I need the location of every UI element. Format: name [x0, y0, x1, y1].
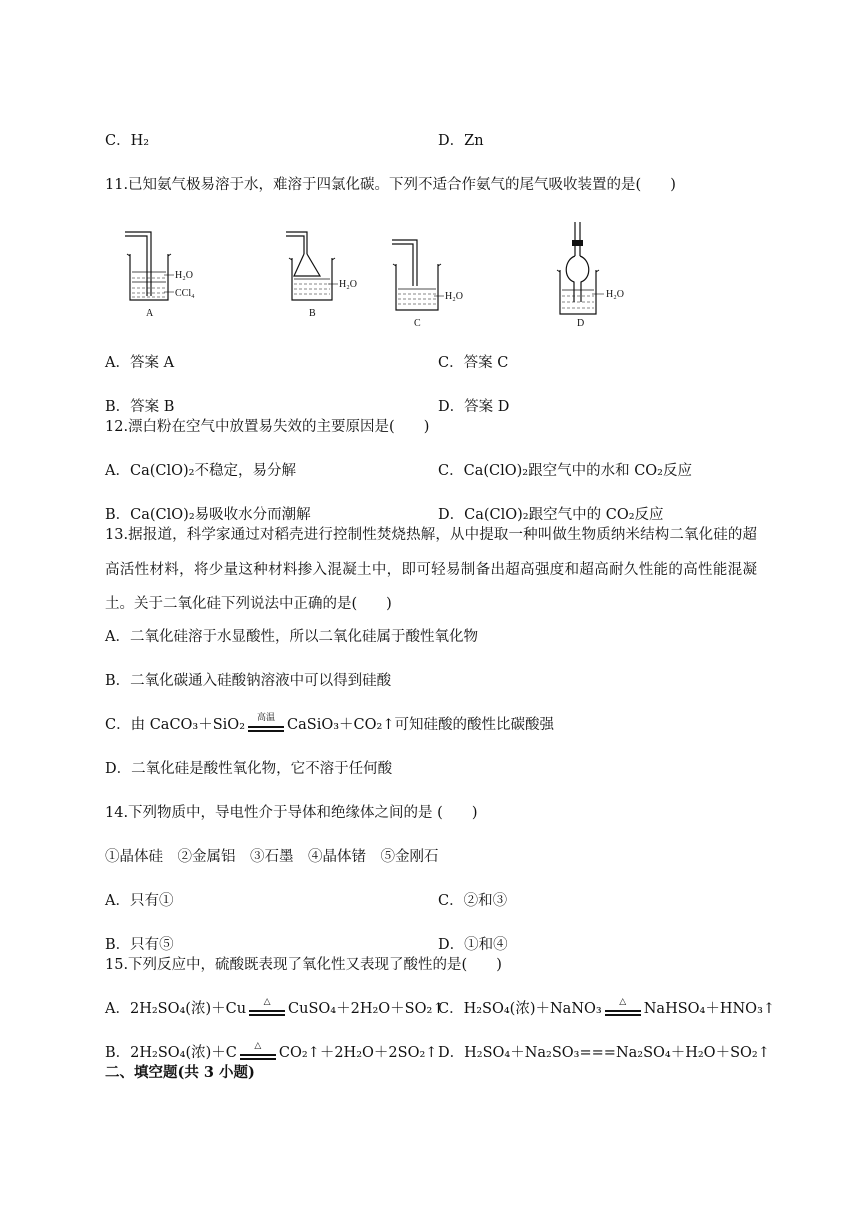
q13-option-c: [105, 715, 554, 735]
condition-heat: △: [254, 1041, 262, 1051]
q15-option-b: [105, 1043, 437, 1063]
apparatus-d-drawing: [552, 218, 642, 330]
q15-option-a-products: CuSO₄＋2H₂O＋SO₂↑: [288, 1001, 445, 1017]
q15-option-a-reactants: A．2H₂SO₄(浓)＋Cu: [105, 1001, 247, 1017]
apparatus-a: [120, 226, 200, 325]
label-a: A: [146, 308, 154, 319]
condition-high-temp: 高温: [257, 713, 276, 723]
q13-option-c-products: CaSiO₃＋CO₂↑可知硅酸的酸性比碳酸强: [287, 717, 554, 733]
q11-option-d: D．答案 D: [438, 399, 510, 415]
q14-option-a: A．只有①: [105, 893, 174, 909]
q14-items: ①晶体硅 ②金属铝 ③石墨 ④晶体锗 ⑤金刚石: [105, 849, 439, 865]
condition-heat: △: [263, 997, 271, 1007]
high-temp-equals-sign: [246, 715, 286, 735]
apparatus-c: [388, 234, 478, 338]
q11-option-a: A．答案 A: [105, 355, 175, 371]
q12-option-c: C．Ca(ClO)₂跟空气中的水和 CO₂反应: [438, 463, 692, 479]
label-c: C: [414, 318, 421, 329]
q15-option-b-reactants: B．2H₂SO₄(浓)＋C: [105, 1045, 237, 1061]
label-b: B: [309, 308, 316, 319]
q14-stem: 14.下列物质中，导电性介于导体和绝缘体之间的是 ( ): [105, 805, 478, 821]
q15-option-d: D．H₂SO₄＋Na₂SO₃===Na₂SO₄＋H₂O＋SO₂↑: [438, 1045, 770, 1061]
q12-option-b: B．Ca(ClO)₂易吸收水分而潮解: [105, 507, 311, 523]
label-h2o-a: H₂O: [175, 270, 193, 281]
apparatus-a-drawing: [120, 226, 200, 321]
label-d: D: [577, 318, 585, 329]
q14-option-c: C．②和③: [438, 893, 508, 909]
q13-option-b: B．二氧化碳通入硅酸钠溶液中可以得到硅酸: [105, 673, 392, 689]
heat-equals-sign: [238, 1043, 278, 1063]
label-h2o-c: H₂O: [445, 291, 463, 302]
q15-option-b-products: CO₂↑＋2H₂O＋2SO₂↑: [278, 1045, 438, 1061]
label-h2o-b: H₂O: [339, 279, 357, 290]
q15-option-c: [438, 999, 775, 1019]
label-h2o-d: H₂O: [606, 289, 624, 300]
heat-equals-sign: [247, 999, 287, 1019]
q10-option-d: D．Zn: [438, 133, 484, 149]
q15-option-c-reactants: C．H₂SO₄(浓)＋NaNO₃: [438, 1001, 602, 1017]
q10-option-c: C．H₂: [105, 133, 150, 149]
q13-option-a: A．二氧化硅溶于水显酸性，所以二氧化硅属于酸性氧化物: [105, 629, 478, 645]
apparatus-d: [552, 218, 642, 334]
q13-stem: 13.据报道，科学家通过对稻壳进行控制性焚烧热解，从中提取一种叫做生物质纳米结构二氧化硅的超高活性材料，将少量这种材料掺入混凝土中，即可轻易制备出超高强度和超高耐久性能的高性能混凝土。关于二氧化硅下列说法中正确的是( ): [105, 527, 757, 612]
q13-option-d: D．二氧化硅是酸性氧化物，它不溶于任何酸: [105, 761, 393, 777]
q11-option-c: C．答案 C: [438, 355, 509, 371]
q15-option-a: [105, 999, 444, 1019]
apparatus-b-drawing: [280, 226, 365, 321]
q15-option-c-products: NaHSO₄＋HNO₃↑: [643, 1001, 776, 1017]
q13-option-c-reactants: C．由 CaCO₃＋SiO₂: [105, 717, 246, 733]
condition-heat: △: [619, 997, 627, 1007]
section-2-title: 二、填空题(共 3 小题): [105, 1064, 255, 1081]
q11-stem: 11.已知氨气极易溶于水，难溶于四氯化碳。下列不适合作氨气的尾气吸收装置的是( ): [105, 177, 676, 193]
apparatus-b: [280, 226, 365, 325]
heat-equals-sign: [603, 999, 643, 1019]
q15-stem: 15.下列反应中，硫酸既表现了氧化性又表现了酸性的是( ): [105, 957, 502, 973]
q12-option-d: D．Ca(ClO)₂跟空气中的 CO₂反应: [438, 507, 664, 523]
q14-option-d: D．①和④: [438, 937, 508, 953]
q12-option-a: A．Ca(ClO)₂不稳定，易分解: [105, 463, 296, 479]
q14-option-b: B．只有⑤: [105, 937, 174, 953]
q11-option-b: B．答案 B: [105, 399, 175, 415]
apparatus-c-drawing: [388, 234, 478, 334]
label-ccl4: CCl₄: [175, 288, 195, 299]
q12-stem: 12.漂白粉在空气中放置易失效的主要原因是( ): [105, 419, 430, 435]
